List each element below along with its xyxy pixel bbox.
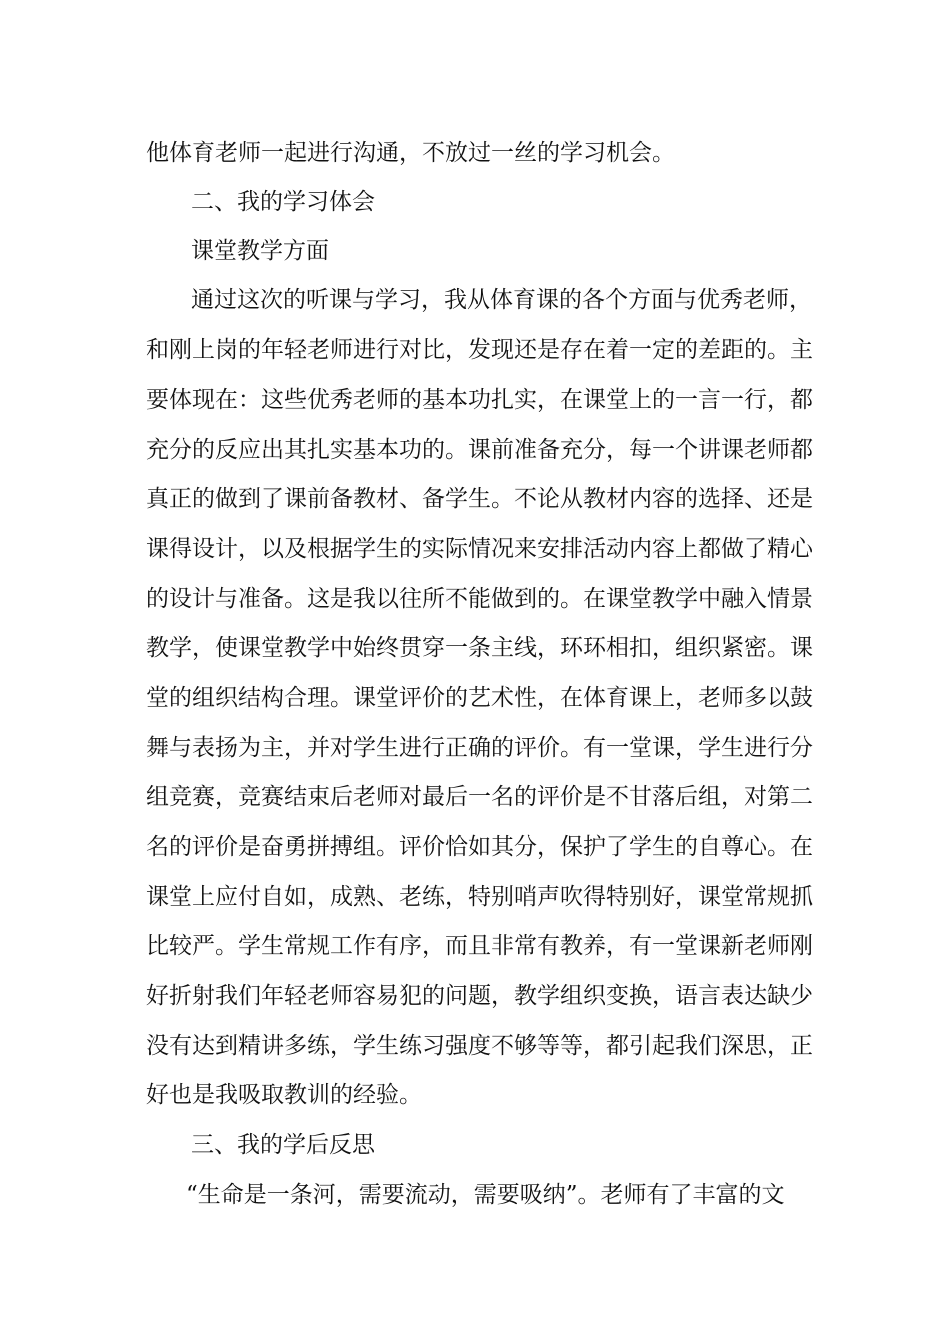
paragraph-line: 和刚上岗的年轻老师进行对比，发现还是存在着一定的差距的。主 — [146, 337, 813, 363]
section-heading-learning-experience: 二、我的学习体会 — [191, 189, 375, 215]
paragraph-line: 舞与表扬为主，并对学生进行正确的评价。有一堂课，学生进行分 — [146, 735, 813, 761]
paragraph-line: 组竞赛，竞赛结束后老师对最后一名的评价是不甘落后组，对第二 — [146, 784, 813, 810]
paragraph-line: 堂的组织结构合理。课堂评价的艺术性，在体育课上，老师多以鼓 — [146, 685, 813, 711]
paragraph-line: 好也是我吸取教训的经验。 — [146, 1082, 422, 1108]
paragraph-line: 通过这次的听课与学习，我从体育课的各个方面与优秀老师， — [191, 287, 812, 313]
paragraph-line: “生命是一条河，需要流动，需要吸纳”。老师有了丰富的文 — [186, 1182, 785, 1208]
paragraph-line: 要体现在：这些优秀老师的基本功扎实，在课堂上的一言一行，都 — [146, 387, 813, 413]
paragraph-line: 好折射我们年轻老师容易犯的问题，教学组织变换，语言表达缺少 — [146, 983, 813, 1009]
section-heading-reflection: 三、我的学后反思 — [191, 1132, 375, 1158]
paragraph-line: 教学，使课堂教学中始终贯穿一条主线，环环相扣，组织紧密。课 — [146, 635, 813, 661]
paragraph-line: 真正的做到了课前备教材、备学生。不论从教材内容的选择、还是 — [146, 486, 813, 512]
paragraph-line: 名的评价是奋勇拼搏组。评价恰如其分，保护了学生的自尊心。在 — [146, 834, 813, 860]
paragraph-line: 课得设计，以及根据学生的实际情况来安排活动内容上都做了精心 — [146, 536, 813, 562]
paragraph-line: 课堂上应付自如，成熟、老练，特别哨声吹得特别好，课堂常规抓 — [146, 884, 813, 910]
paragraph-line: 他体育老师一起进行沟通，不放过一丝的学习机会。 — [146, 140, 675, 166]
paragraph-line: 比较严。学生常规工作有序，而且非常有教养，有一堂课新老师刚 — [146, 933, 813, 959]
subheading-classroom-teaching: 课堂教学方面 — [191, 238, 329, 264]
paragraph-line: 没有达到精讲多练，学生练习强度不够等等，都引起我们深思，正 — [146, 1033, 813, 1059]
paragraph-line: 的设计与准备。这是我以往所不能做到的。在课堂教学中融入情景 — [146, 586, 813, 612]
paragraph-line: 充分的反应出其扎实基本功的。课前准备充分，每一个讲课老师都 — [146, 437, 813, 463]
